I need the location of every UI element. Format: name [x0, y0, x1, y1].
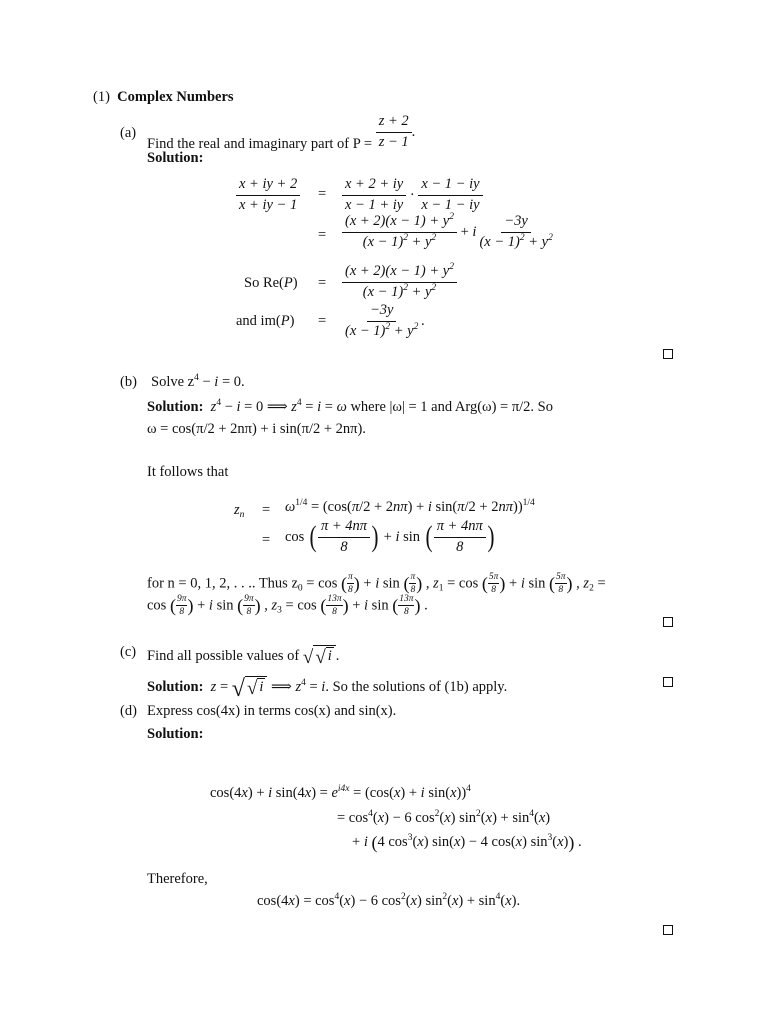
part-d-solution-label: Solution:	[147, 726, 204, 742]
eq-zn-equals1: =	[262, 502, 271, 518]
therefore-text: Therefore,	[147, 871, 208, 887]
part-b-label: (b)	[120, 374, 137, 390]
part-b-for-text: for n = 0, 1, 2, . . .. Thus z	[147, 575, 298, 592]
section-title: Complex Numbers	[117, 89, 234, 105]
eq-d1: cos(4x) + i $\sin(4x) = e^{i4x} = (\cos(x) + i$ sin(x))$^4$	[210, 784, 471, 801]
part-b-question: Solve $z^4 - i = 0$.	[151, 373, 245, 390]
eq-d3: + i (4 $\cos^3(x) \sin(x) - 4$ cos(x) $\sin^3(x)$) .	[352, 832, 582, 853]
p-definition-fraction: $\frac{z + 2}{z - 1}$	[376, 114, 412, 151]
eq-im-equals: =	[318, 313, 327, 329]
eq-im-rhs: $\frac{-3y}{(x - 1)^2 + y^2}$ .	[345, 302, 425, 339]
section-header	[93, 90, 234, 105]
part-a-question-text: Find the real and imaginary part of P =	[147, 135, 373, 152]
eq-re-rhs: $\frac{(x + 2)(x - 1) + y^2}{(x - 1)^2 + y^2}$	[342, 264, 457, 301]
part-d-label: (d)	[120, 703, 137, 719]
qed-square-d	[663, 925, 673, 935]
eq-a2-equals: =	[318, 227, 327, 243]
qed-square-a	[663, 349, 673, 359]
part-a-question: Find the real and imaginary part of P = $\frac{z + 2}{z - 1}$ .	[147, 113, 416, 152]
eq-a1-equals: =	[318, 186, 327, 202]
part-b-solution-line1: Solution: $z^4 - i = 0$ ⟹ $z^4 = i = \omega$ where |ω| = 1 and Arg(ω) = π/2. So	[147, 398, 553, 415]
eq-d-final: $\cos(4x) = \cos^4(x) - 6$ $\cos^2(x) \sin^2(x) + \sin^4(x)$.	[257, 892, 521, 909]
part-b-roots-line1: for n = 0, 1, 2, . . .. Thus $z_0 = \cos$ ( $\frac{\pi}{8}$ ) + i sin ( $\frac{\pi}{8}$ ) , $z_1 = \cos$ ( $\frac{5\pi}{8}$ ) + i sin ( $\frac{5\pi}{8}$ ) , $z_2$ =	[147, 572, 606, 596]
eq-zn-rhs2: cos ( $\frac{\pi + 4n\pi}{8}$ ) + i sin ( $\frac{\pi + 4n\pi}{8}$ )	[285, 518, 495, 555]
eq-a1-lhs: $\frac{x + iy + 2}{x + iy - 1}$	[236, 177, 300, 214]
part-d-question: Express cos(4x) in terms cos(x) and sin(x).	[147, 703, 397, 719]
part-c-solution: Solution: z = √ √ i ⟹ $z^4 = i$. So the solutions of (1b) apply.	[147, 676, 508, 702]
part-c-solution-text: . So the solutions of (1b) apply.	[325, 679, 508, 695]
part-c-question: Find all possible values of √ √ i .	[147, 647, 340, 668]
part-c-question-text: Find all possible values of	[147, 648, 300, 664]
eq-a2-rhs: $\frac{(x + 2)(x - 1) + y^2}{(x - 1)^2 + y^2}$ + i $\frac{-3y}{(x - 1)^2 + y^2}$	[342, 214, 556, 251]
part-c-label: (c)	[120, 644, 137, 660]
part-a-solution-label: Solution:	[147, 150, 204, 166]
part-c-solution-label: Solution:	[147, 679, 204, 695]
part-b-roots-line2: cos ( $\frac{9\pi}{8}$ ) + i sin ( $\frac{9\pi}{8}$ ) , $z_3 = \cos$ ( $\frac{13\pi}{8}$ ) + i sin ( $\frac{13\pi}{8}$ ) .	[147, 594, 428, 618]
im-p-label: and im(P)	[236, 313, 295, 329]
qed-square-c	[663, 677, 673, 687]
eq-d2: = $\cos^4(x) - 6$ $\cos^2(x) \sin^2(x) + \sin^4(x)$	[337, 809, 551, 826]
so-re-text: So Re	[244, 275, 280, 291]
eq-re-equals: =	[318, 275, 327, 291]
part-b-solution-label: Solution:	[147, 399, 204, 415]
eq-a1-rhs: $\frac{x + 2 + iy}{x - 1 + iy}$ · $\frac{x - 1 - iy}{x - 1 - iy}$	[342, 177, 483, 214]
part-b-solution-line2: ω = cos(π/2 + 2nπ) + i sin(π/2 + 2nπ).	[147, 421, 366, 437]
and-im-text: and im	[236, 313, 276, 329]
eq-zn-equals2: =	[262, 532, 271, 548]
part-b-question-text: Solve z	[151, 374, 195, 390]
re-p-label: So Re(P)	[244, 275, 298, 291]
eq-zn-lhs: $z_n$	[234, 502, 245, 520]
qed-square-b	[663, 617, 673, 627]
section-number: (1)	[93, 89, 110, 105]
it-follows-text: It follows that	[147, 464, 229, 480]
part-a-label: (a)	[120, 125, 137, 141]
eq-zn-rhs1: $\omega^{1/4} = (\cos(\pi/2 + 2n\pi) + i$ sin(π/2 + 2nπ))$^{1/4}$	[285, 498, 535, 515]
part-b-solution-text1: where |ω| = 1 and Arg(ω) = π/2. So	[350, 399, 553, 415]
